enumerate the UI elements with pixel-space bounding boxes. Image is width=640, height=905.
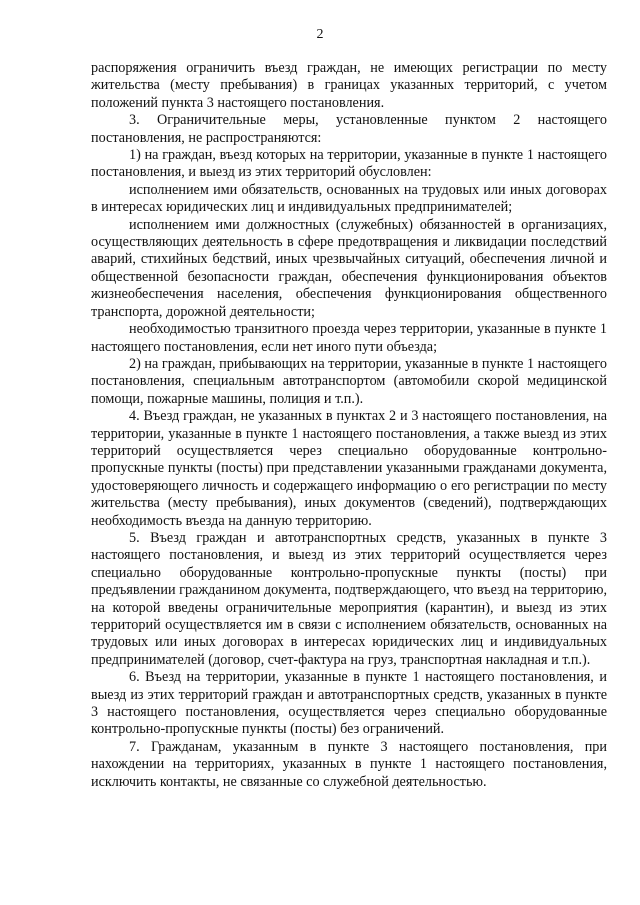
paragraph-clause-6: 6. Въезд на территории, указанные в пункте 1 настоящего постановления, и выезд из этих территорий граждан и автотранспортных средств, указанных в пункте 3 настоящего постановления, осуществляется через специально оборудованные контрольно-пропускные пункты (посты) без ограничений. <box>91 669 607 738</box>
paragraph-clause-3-1-duties: исполнением ими должностных (служебных) обязанностей в организациях, осуществляющих деятельность в сфере предотвращения и ликвидации последствий аварий, стихийных бедствий, иных чрезвычайных ситуаций, обеспечения личной и общественной безопасности граждан, обеспечения функционирования объектов жизнеобеспечения населения, обеспечения функционирования общественного транспорта, дорожной деятельности; <box>91 216 607 320</box>
paragraph-continuation: распоряжения ограничить въезд граждан, не имеющих регистрации по месту жительства (месту пребывания) в границах указанных территорий, с учетом положений пункта 3 настоящего постановления. <box>91 60 607 111</box>
document-body <box>91 60 607 791</box>
paragraph-clause-7: 7. Гражданам, указанным в пункте 3 настоящего постановления, при нахождении на территориях, указанных в пункте 1 настоящего постановления, исключить контакты, не связанные со служебной деятельностью. <box>91 738 607 790</box>
paragraph-clause-3: 3. Ограничительные меры, установленные пунктом 2 настоящего постановления, не распространяются: <box>91 112 607 146</box>
paragraph-clause-3-1-transit: необходимостью транзитного проезда через территории, указанные в пункте 1 настоящего постановления, если нет иного пути объезда; <box>91 321 607 355</box>
paragraph-clause-3-1-contracts: исполнением ими обязательств, основанных на трудовых или иных договорах в интересах юридических лиц и индивидуальных предпринимателей; <box>91 181 607 216</box>
paragraph-clause-5: 5. Въезд граждан и автотранспортных средств, указанных в пункте 3 настоящего постановления, и выезд из этих территорий осуществляется через специально оборудованные контрольно-пропускные пункты (посты) при предъявлении гражданином документа, подтверждающего, что въезд на территорию, на которой введены ограничительные мероприятия (карантин), и выезд из этих территорий осуществляется им в связи с исполнением обязательств, основанных на трудовых или иных договорах в интересах юридических лиц и индивидуальных предпринимателей (договор, счет-фактура на груз, транспортная накладная и т.п.). <box>91 529 607 668</box>
paragraph-clause-3-2: 2) на граждан, прибывающих на территории, указанные в пункте 1 настоящего постановления, специальным автотранспортом (автомобили скорой медицинской помощи, пожарные машины, полиция и т.п.). <box>91 355 607 407</box>
paragraph-clause-4: 4. Въезд граждан, не указанных в пунктах 2 и 3 настоящего постановления, на территории, указанные в пункте 1 настоящего постановления, а также выезд из этих территорий осуществляется через специально оборудованные контрольно-пропускные пункты (посты) при представлении указанными гражданами документа, удостоверяющего личность и содержащего информацию о его регистрации по месту жительства (месту пребывания), иных документов (сведений), подтверждающих необходимость въезда на данную территорию. <box>91 408 607 529</box>
paragraph-clause-3-1: 1) на граждан, въезд которых на территории, указанные в пункте 1 настоящего постановления, и выезд из этих территорий обусловлен: <box>91 147 607 181</box>
page-number: 2 <box>316 27 324 42</box>
